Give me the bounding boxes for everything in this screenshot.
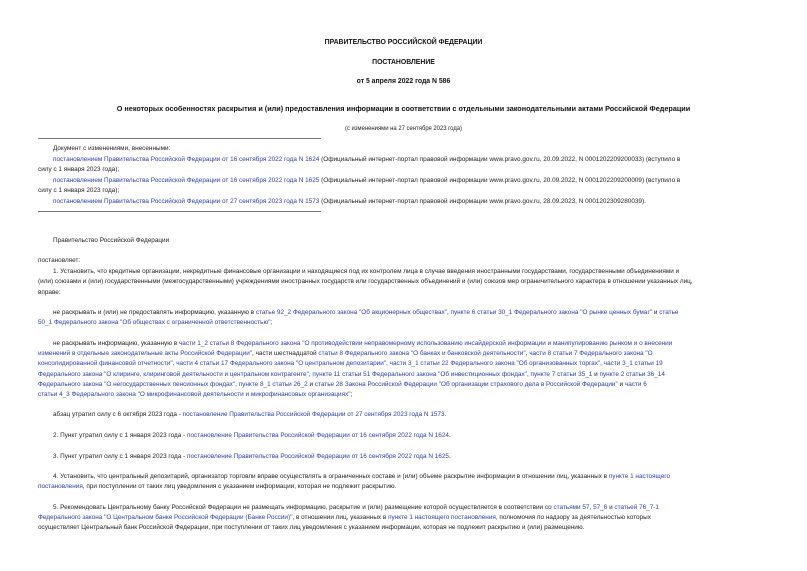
p3-line1 xyxy=(53,339,672,350)
p4-end: . xyxy=(444,411,447,418)
p3-line3 xyxy=(38,359,663,370)
p3-t3: , xyxy=(525,350,530,357)
p4-text: абзац утратил силу с 6 октября 2023 года - xyxy=(53,411,183,418)
p2-line1 xyxy=(53,308,678,319)
p3-t10: , xyxy=(235,381,239,388)
p3-t12: и xyxy=(617,381,625,388)
change-item-1-cont: силу с 1 января 2023 года); xyxy=(38,166,120,173)
change-link-1625[interactable]: постановлением Правительства Российской Федерации от 16 сентября 2022 года N 1625 xyxy=(53,177,320,184)
p3-t4: , xyxy=(172,360,177,367)
p8-t4: , в отношении лиц, указанных в xyxy=(292,514,389,521)
change-link-1573[interactable]: постановлением Правительства Российской Федерации от 27 сентября 2023 года N 1573 xyxy=(53,198,320,205)
p3-link-pension-b[interactable]: пункте 2 статьи 36_14 xyxy=(599,371,665,378)
p2-text: не раскрывать и (или) не предоставлять информацию, указанную в xyxy=(53,309,256,316)
change-item-2 xyxy=(53,176,680,187)
p6-end: . xyxy=(448,453,451,460)
changes-bottom-divider xyxy=(38,211,321,212)
p8-line1 xyxy=(53,503,659,514)
p3-link-pension-a[interactable]: пункте 7 статьи 35_1 xyxy=(530,371,593,378)
p3-link-microfinance-a[interactable]: части 6 xyxy=(624,381,647,388)
p5-end: . xyxy=(448,432,451,439)
p3-link-consolidated-cont[interactable]: консолидированной финансовой отчетности" xyxy=(38,360,173,367)
header-government: ПРАВИТЕЛЬСТВО РОССИЙСКОЙ ФЕДЕРАЦИИ xyxy=(324,37,483,46)
p6-link-1625[interactable]: постановление Правительства Российской Федерации от 16 сентября 2022 года N 1625 xyxy=(187,453,449,460)
p4-line xyxy=(53,410,446,421)
p8-link-art57[interactable]: статьями 57 xyxy=(553,504,590,511)
p5-link-1624[interactable]: постановление Правительства Российской Федерации от 16 сентября 2022 года N 1624 xyxy=(187,432,449,439)
document-subtitle: (с изменениями на 27 сентября 2023 года) xyxy=(344,125,463,132)
p2-end: ; xyxy=(270,319,273,326)
p3-link-clearing-a[interactable]: части 3_1 статьи 19 xyxy=(603,360,663,367)
p7-text: 4. Установить, что центральный депозитарий, организатор торговли вправе осуществлять в ограниченных составе и (или) объеме раскрытие информации в отношении лиц, указанных в xyxy=(53,473,609,480)
p3-t2: , части шестнадцатой xyxy=(252,350,319,357)
change-item-2-cont: силу с 1 января 2023 года); xyxy=(38,187,120,194)
p2-link-rcb[interactable]: пункте 6 статьи 30_1 Федерального закона "О рынке ценных бумаг" xyxy=(450,309,653,316)
p1-line2: (или) союзами и (или) государственными (межгосударственными) учреждениями иностранных государств или государственных объединений и (или) союзов мер ограничительного характера в отношении указанных лиц, xyxy=(38,278,693,285)
changes-intro: Документ с изменениями, внесенными: xyxy=(53,145,171,152)
change-link-1624[interactable]: постановлением Правительства Российской Федерации от 16 сентября 2022 года N 1624 xyxy=(53,156,320,163)
p2-link-ooo-b[interactable]: 50_1 Федерального закона "Об обществах с ограниченной ответственностью" xyxy=(38,319,271,326)
p3-link-insider[interactable]: части 1_2 статьи 8 Федерального закона "О противодействии неправомерному использованию инсайдерской информации и манипулированию рынком и о внесении xyxy=(178,340,673,347)
p3-t7: , xyxy=(308,371,313,378)
p3-t9: и xyxy=(592,371,600,378)
p8-text: 5. Рекомендовать Центральному банку Российской Федерации не размещать информацию, раскрытие и (или) размещение которой осуществляется в соответствии со xyxy=(53,504,554,511)
p5-text: 2. Пункт утратил силу с 1 января 2023 года - xyxy=(53,432,187,439)
p7-line1 xyxy=(53,472,670,483)
p3-t5: , xyxy=(386,360,390,367)
p3-link-banks[interactable]: статьи 8 Федерального закона "О банках и банковской деятельности" xyxy=(318,350,526,357)
p8-link-cb-law[interactable]: Федерального закона "О Центральном банке Российской Федерации (Банке России)" xyxy=(38,514,293,521)
p2-link-ooo-a[interactable]: статье xyxy=(659,309,679,316)
decides-line: постановляет: xyxy=(38,257,81,264)
p3-link-depositary[interactable]: части 4 статьи 17 Федерального закона "О центральном депозитарии" xyxy=(176,360,387,367)
p7-t2: , при поступлении от таких лиц уведомления с указанием информации, которая не подлежит раскрытию. xyxy=(82,483,397,490)
p5-line xyxy=(53,431,451,442)
header-doc-type: ПОСТАНОВЛЕНИЕ xyxy=(372,57,435,66)
p3-link-insurance-a[interactable]: пункте 8_1 статьи 26_2 xyxy=(238,381,308,388)
p3-line5 xyxy=(38,380,647,391)
p1-line1: 1. Установить, что кредитные организации, некредитные финансовые организации и находящиеся под их контролем лица в случае введения иностранными государствами, государственными объединениями и xyxy=(53,268,680,275)
p6-text: 3. Пункт утратил силу с 1 января 2023 года - xyxy=(53,453,187,460)
p3-t13: ; xyxy=(350,391,353,398)
p3-t6: , xyxy=(600,360,604,367)
p3-link-pension-c[interactable]: Федерального закона "О негосударственных пенсионных фондах" xyxy=(38,381,236,388)
p3-link-clearing-b[interactable]: Федерального закона "О клиринге, клиринговой деятельности и центральном контрагенте" xyxy=(38,371,309,378)
p8-line2 xyxy=(38,513,651,524)
p4-link-1573[interactable]: постановление Правительства Российской Федерации от 27 сентября 2023 года N 1573 xyxy=(182,411,445,418)
change-item-1 xyxy=(53,155,680,166)
p6-line xyxy=(53,452,451,463)
p8-link-art76[interactable]: статьей 76_7-1 xyxy=(614,504,659,511)
change-item-1-text: (Официальный интернет-портал правовой информации www.pravo.gov.ru, 20.09.2022, N 0001202209200033) (вступило в xyxy=(319,156,681,163)
p8-t3: и xyxy=(607,504,615,511)
p3-line4 xyxy=(38,370,665,381)
p3-link-consolidated[interactable]: части 8 статьи 7 Федерального закона "О xyxy=(529,350,653,357)
p3-t11: и xyxy=(307,381,315,388)
p8-t2: , xyxy=(589,504,594,511)
header-date-number: от 5 апреля 2022 года N 586 xyxy=(356,76,451,85)
p2-sep: , xyxy=(446,309,451,316)
p7-line2 xyxy=(38,482,396,493)
p8-link-point1[interactable]: пункте 1 настоящего постановления xyxy=(388,514,496,521)
p3-text: не раскрывать информацию, указанную в xyxy=(53,340,179,347)
p2-and: и xyxy=(652,309,660,316)
p3-link-insider-cont[interactable]: изменений в отдельные законодательные акты Российской Федерации" xyxy=(38,350,253,357)
government-line: Правительство Российской Федерации xyxy=(53,237,170,244)
p3-link-insurance-b[interactable]: статье 28 Закона Российской Федерации "Об организации страхового дела в Российской Федерации" xyxy=(314,381,618,388)
p1-line3: вправе: xyxy=(38,289,61,296)
p7-link-point1-a[interactable]: пункте 1 настоящего xyxy=(608,473,671,480)
p3-t8: , xyxy=(526,371,531,378)
p8-t5: , полномочия по надзору за деятельностью которых xyxy=(495,514,651,521)
change-item-2-text: (Официальный интернет-портал правовой информации www.pravo.gov.ru, 20.09.2022, N 0001202209200009) (вступило в xyxy=(319,177,681,184)
p8-line3: осуществляет Центральный банк Российской Федерации, при поступлении от таких лиц уведомления с указанием информации, которая не подлежит раскрытию и (или) размещению. xyxy=(38,524,585,531)
p3-line6 xyxy=(38,390,352,401)
p3-link-organized[interactable]: части 3_1 статьи 22 Федерального закона "Об организованных торгах" xyxy=(389,360,601,367)
p7-link-point1-b[interactable]: постановления xyxy=(38,483,83,490)
p3-link-microfinance-b[interactable]: статьи 4_3 Федерального закона "О микрофинансовой деятельности и микрофинансовых организациях" xyxy=(38,391,351,398)
document-title: О некоторых особенностях раскрытия и (или) предоставления информации в соответствии с отдельными законодательными актами Российской Федерации xyxy=(116,104,691,113)
change-item-3 xyxy=(53,197,646,208)
p2-line2 xyxy=(38,318,272,329)
changes-top-divider xyxy=(38,138,321,139)
p3-link-funds[interactable]: пункте 11 статьи 51 Федерального закона "Об инвестиционных фондах" xyxy=(312,371,527,378)
p3-line2 xyxy=(38,349,653,360)
p2-link-ao[interactable]: статье 92_2 Федерального закона "Об акционерных обществах" xyxy=(255,309,447,316)
p8-link-art57-6[interactable]: 57_6 xyxy=(593,504,608,511)
change-item-3-text: (Официальный интернет-портал правовой информации www.pravo.gov.ru, 28.09.2023, N 0001202309280039). xyxy=(319,198,646,205)
